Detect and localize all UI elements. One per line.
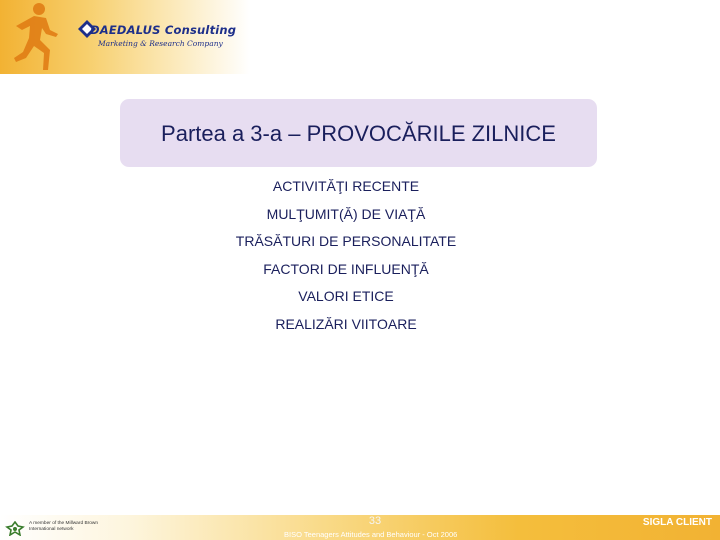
topic-item: REALIZĂRI VIITOARE — [275, 315, 417, 332]
slide-title-box — [120, 99, 597, 167]
footer-note: BISO Teenagers Attitudes and Behaviour - Oct 2006 — [284, 530, 458, 539]
brand-name: DAEDALUS Consulting — [90, 23, 237, 37]
page-number: 33 — [368, 515, 382, 527]
topic-item: FACTORI DE INFLUENŢĂ — [263, 260, 429, 277]
topic-item: MULŢUMIT(Ă) DE VIAŢĂ — [266, 205, 426, 222]
topic-item: TRĂSĂTURI DE PERSONALITATE — [235, 233, 457, 250]
runner-silhouette-icon — [4, 0, 68, 74]
client-logo-placeholder: SIGLA CLIENT — [642, 517, 712, 528]
slide-title: Partea a 3-a – PROVOCĂRILE ZILNICE — [161, 120, 556, 146]
topic-item: ACTIVITĂŢI RECENTE — [272, 178, 420, 194]
millward-brown-logo-icon — [5, 521, 25, 536]
topic-list — [196, 175, 496, 341]
daedalus-logo — [78, 18, 237, 58]
topic-item: VALORI ETICE — [298, 288, 394, 305]
brand-tagline: Marketing & Research Company — [98, 39, 223, 48]
network-text: A member of the Millward Brown International network — [29, 521, 99, 532]
